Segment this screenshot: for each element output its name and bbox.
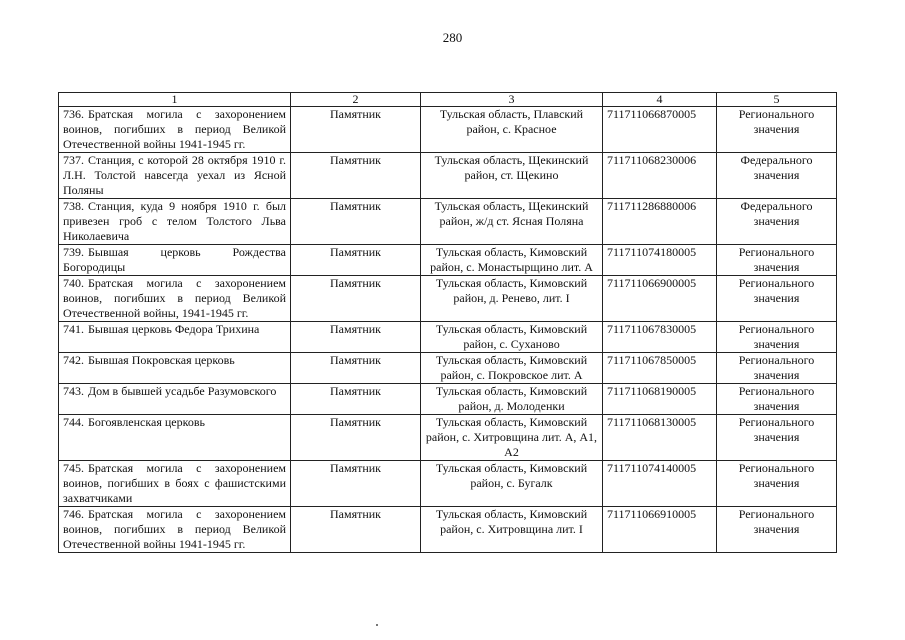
cell-object-name	[59, 507, 291, 553]
cell-location: Тульская область, Щекинский район, ж/д ст. Ясная Поляна	[421, 199, 603, 245]
cell-object-name	[59, 199, 291, 245]
table-row	[59, 415, 837, 461]
cell-object-type: Памятник	[291, 353, 421, 384]
cell-object-type: Памятник	[291, 322, 421, 353]
cell-registration-number: 711711066910005	[603, 507, 717, 553]
row-number: 736.	[63, 107, 84, 121]
cell-location: Тульская область, Кимовский район, с. Хитровщина лит. I	[421, 507, 603, 553]
row-number: 744.	[63, 415, 84, 429]
cell-object-type: Памятник	[291, 199, 421, 245]
cell-object-name	[59, 415, 291, 461]
table-row	[59, 384, 837, 415]
table-row	[59, 353, 837, 384]
cell-significance: Регионального значения	[717, 353, 837, 384]
table-row	[59, 245, 837, 276]
cell-object-name	[59, 153, 291, 199]
cell-location: Тульская область, Щекинский район, ст. Щекино	[421, 153, 603, 199]
row-number: 743.	[63, 384, 84, 398]
column-header: 3	[421, 93, 603, 107]
object-name: Богоявленская церковь	[88, 415, 205, 429]
row-number: 741.	[63, 322, 84, 336]
table-row	[59, 153, 837, 199]
object-name: Братская могила с захоронением воинов, погибших в период Великой Отечественной войны 1941-1945 гг.	[63, 107, 286, 151]
cell-object-type: Памятник	[291, 153, 421, 199]
cell-object-name	[59, 107, 291, 153]
cell-object-name	[59, 461, 291, 507]
cell-location: Тульская область, Кимовский район, с. Бугалк	[421, 461, 603, 507]
cell-location: Тульская область, Кимовский район, д. Молоденки	[421, 384, 603, 415]
row-number: 745.	[63, 461, 84, 475]
cell-significance: Регионального значения	[717, 384, 837, 415]
column-header: 5	[717, 93, 837, 107]
cell-significance: Регионального значения	[717, 507, 837, 553]
heritage-registry-table	[58, 92, 837, 553]
cell-object-name	[59, 276, 291, 322]
cell-object-type: Памятник	[291, 276, 421, 322]
cell-object-type: Памятник	[291, 507, 421, 553]
cell-object-name	[59, 353, 291, 384]
cell-location: Тульская область, Кимовский район, с. Покровское лит. А	[421, 353, 603, 384]
cell-registration-number: 711711286880006	[603, 199, 717, 245]
cell-object-type: Памятник	[291, 384, 421, 415]
cell-registration-number: 711711067830005	[603, 322, 717, 353]
cell-object-name	[59, 245, 291, 276]
cell-location: Тульская область, Кимовский район, с. Монастырщино лит. А	[421, 245, 603, 276]
cell-location: Тульская область, Кимовский район, с. Хитровщина лит. А, А1, А2	[421, 415, 603, 461]
object-name: Братская могила с захоронением воинов, погибших в период Великой Отечественной войны 1941-1945 гг.	[63, 507, 286, 551]
object-name: Бывшая Покровская церковь	[88, 353, 235, 367]
cell-registration-number: 711711068230006	[603, 153, 717, 199]
cell-significance: Регионального значения	[717, 461, 837, 507]
row-number: 737.	[63, 153, 84, 167]
cell-registration-number: 711711066870005	[603, 107, 717, 153]
cell-object-type: Памятник	[291, 461, 421, 507]
table-body	[59, 107, 837, 553]
cell-significance: Федерального значения	[717, 153, 837, 199]
table-row	[59, 322, 837, 353]
object-name: Бывшая церковь Рождества Богородицы	[63, 245, 286, 274]
table-row	[59, 461, 837, 507]
object-name: Дом в бывшей усадьбе Разумовского	[88, 384, 277, 398]
cell-significance: Регионального значения	[717, 415, 837, 461]
column-header: 4	[603, 93, 717, 107]
cell-registration-number: 711711067850005	[603, 353, 717, 384]
cell-significance: Регионального значения	[717, 107, 837, 153]
scan-mark	[376, 624, 378, 626]
cell-object-name	[59, 322, 291, 353]
row-number: 742.	[63, 353, 84, 367]
cell-significance: Регионального значения	[717, 245, 837, 276]
cell-registration-number: 711711074180005	[603, 245, 717, 276]
object-name: Станция, с которой 28 октября 1910 г. Л.Н. Толстой навсегда уехал из Ясной Поляны	[63, 153, 286, 197]
row-number: 738.	[63, 199, 84, 213]
cell-object-type: Памятник	[291, 107, 421, 153]
table-header-row	[59, 93, 837, 107]
cell-location: Тульская область, Плавский район, с. Красное	[421, 107, 603, 153]
cell-object-name	[59, 384, 291, 415]
cell-object-type: Памятник	[291, 245, 421, 276]
object-name: Бывшая церковь Федора Трихина	[88, 322, 260, 336]
cell-significance: Федерального значения	[717, 199, 837, 245]
cell-object-type: Памятник	[291, 415, 421, 461]
object-name: Братская могила с захоронением воинов, погибших в период Великой Отечественной войны, 1941-1945 гг.	[63, 276, 286, 320]
cell-registration-number: 711711068130005	[603, 415, 717, 461]
table-row	[59, 276, 837, 322]
object-name: Братская могила с захоронением воинов, погибших в боях с фашистскими захватчиками	[63, 461, 286, 505]
table-row	[59, 107, 837, 153]
cell-significance: Регионального значения	[717, 322, 837, 353]
cell-significance: Регионального значения	[717, 276, 837, 322]
cell-location: Тульская область, Кимовский район, д. Ренево, лит. I	[421, 276, 603, 322]
page-number: 280	[442, 30, 463, 45]
column-header: 2	[291, 93, 421, 107]
table-row	[59, 199, 837, 245]
row-number: 746.	[63, 507, 84, 521]
cell-registration-number: 711711068190005	[603, 384, 717, 415]
cell-registration-number: 711711066900005	[603, 276, 717, 322]
table-row	[59, 507, 837, 553]
column-header: 1	[59, 93, 291, 107]
cell-registration-number: 711711074140005	[603, 461, 717, 507]
row-number: 740.	[63, 276, 84, 290]
object-name: Станция, куда 9 ноября 1910 г. был привезен гроб с телом Толстого Льва Николаевича	[63, 199, 286, 243]
cell-location: Тульская область, Кимовский район, с. Суханово	[421, 322, 603, 353]
row-number: 739.	[63, 245, 84, 259]
